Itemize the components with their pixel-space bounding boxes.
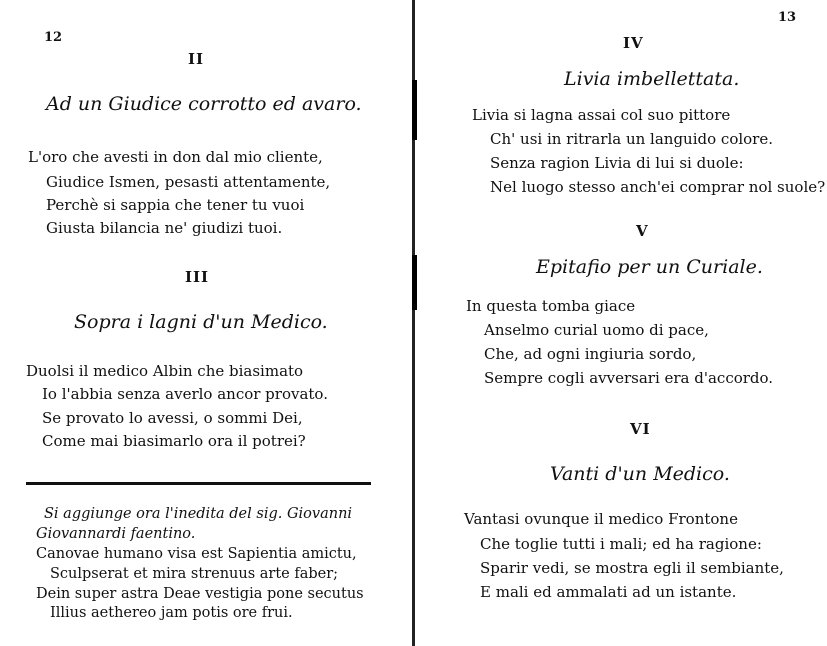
poem-numeral: V [636,222,649,240]
poem-line: Sempre cogli avversari era d'accordo. [484,369,774,387]
poem-line: L'oro che avesti in don dal mio cliente, [28,148,323,166]
gutter-shadow [412,255,417,310]
poem-numeral: IV [623,34,644,52]
poem-line: Anselmo curial uomo di pace, [484,321,709,339]
poem-numeral: II [188,50,205,68]
poem-title: Livia imbellettata. [564,68,740,90]
poem-line: Livia si lagna assai col suo pittore [472,106,731,124]
poem-line: Se provato lo avessi, o sommi Dei, [42,409,303,427]
poem-numeral: III [185,268,210,286]
section-rule [26,482,371,485]
poem-line: Che toglie tutti i mali; ed ha ragione: [480,535,762,553]
note-line: Dein super astra Deae vestigia pone secutus [36,586,364,602]
poem-line: Giudice Ismen, pesasti attentamente, [46,173,331,191]
poem-line: Ch' usi in ritrarla un languido colore. [490,130,773,148]
poem-title: Epitafio per un Curiale. [536,256,763,278]
poem-line: Senza ragion Livia di lui si duole: [490,154,744,172]
note-line: Sculpserat et mira strenuus arte faber; [50,566,339,582]
left-page [0,0,405,646]
poem-line: Io l'abbia senza averlo ancor provato. [42,385,328,403]
poem-line: Sparir vedi, se mostra egli il sembiante, [480,559,784,577]
poem-line: E mali ed ammalati ad un istante. [480,583,737,601]
note-line: Canovae humano visa est Sapientia amictu, [36,546,357,562]
poem-title: Sopra i lagni d'un Medico. [74,311,328,333]
page-number: 12 [44,30,63,45]
poem-title: Ad un Giudice corrotto ed avaro. [46,93,362,115]
poem-numeral: VI [630,420,651,438]
poem-line: Vantasi ovunque il medico Frontone [464,510,738,528]
note-line: Illius aethereo jam potis ore frui. [50,605,293,621]
poem-line: Che, ad ogni ingiuria sordo, [484,345,697,363]
poem-line: Giusta bilancia ne' giudizi tuoi. [46,219,283,237]
page-number: 13 [778,10,797,25]
poem-line: Nel luogo stesso anch'ei comprar nol suole? [490,178,826,196]
note-intro: Si aggiunge ora l'inedita del sig. Giovanni [44,506,353,522]
poem-line: Come mai biasimarlo ora il potrei? [42,432,306,450]
gutter-shadow [412,80,417,140]
right-page [418,0,827,646]
note-intro: Giovannardi faentino. [36,526,196,542]
poem-title: Vanti d'un Medico. [550,463,730,485]
poem-line: Perchè si sappia che tener tu vuoi [46,196,305,214]
poem-line: In questa tomba giace [466,297,636,315]
poem-line: Duolsi il medico Albin che biasimato [26,362,304,380]
